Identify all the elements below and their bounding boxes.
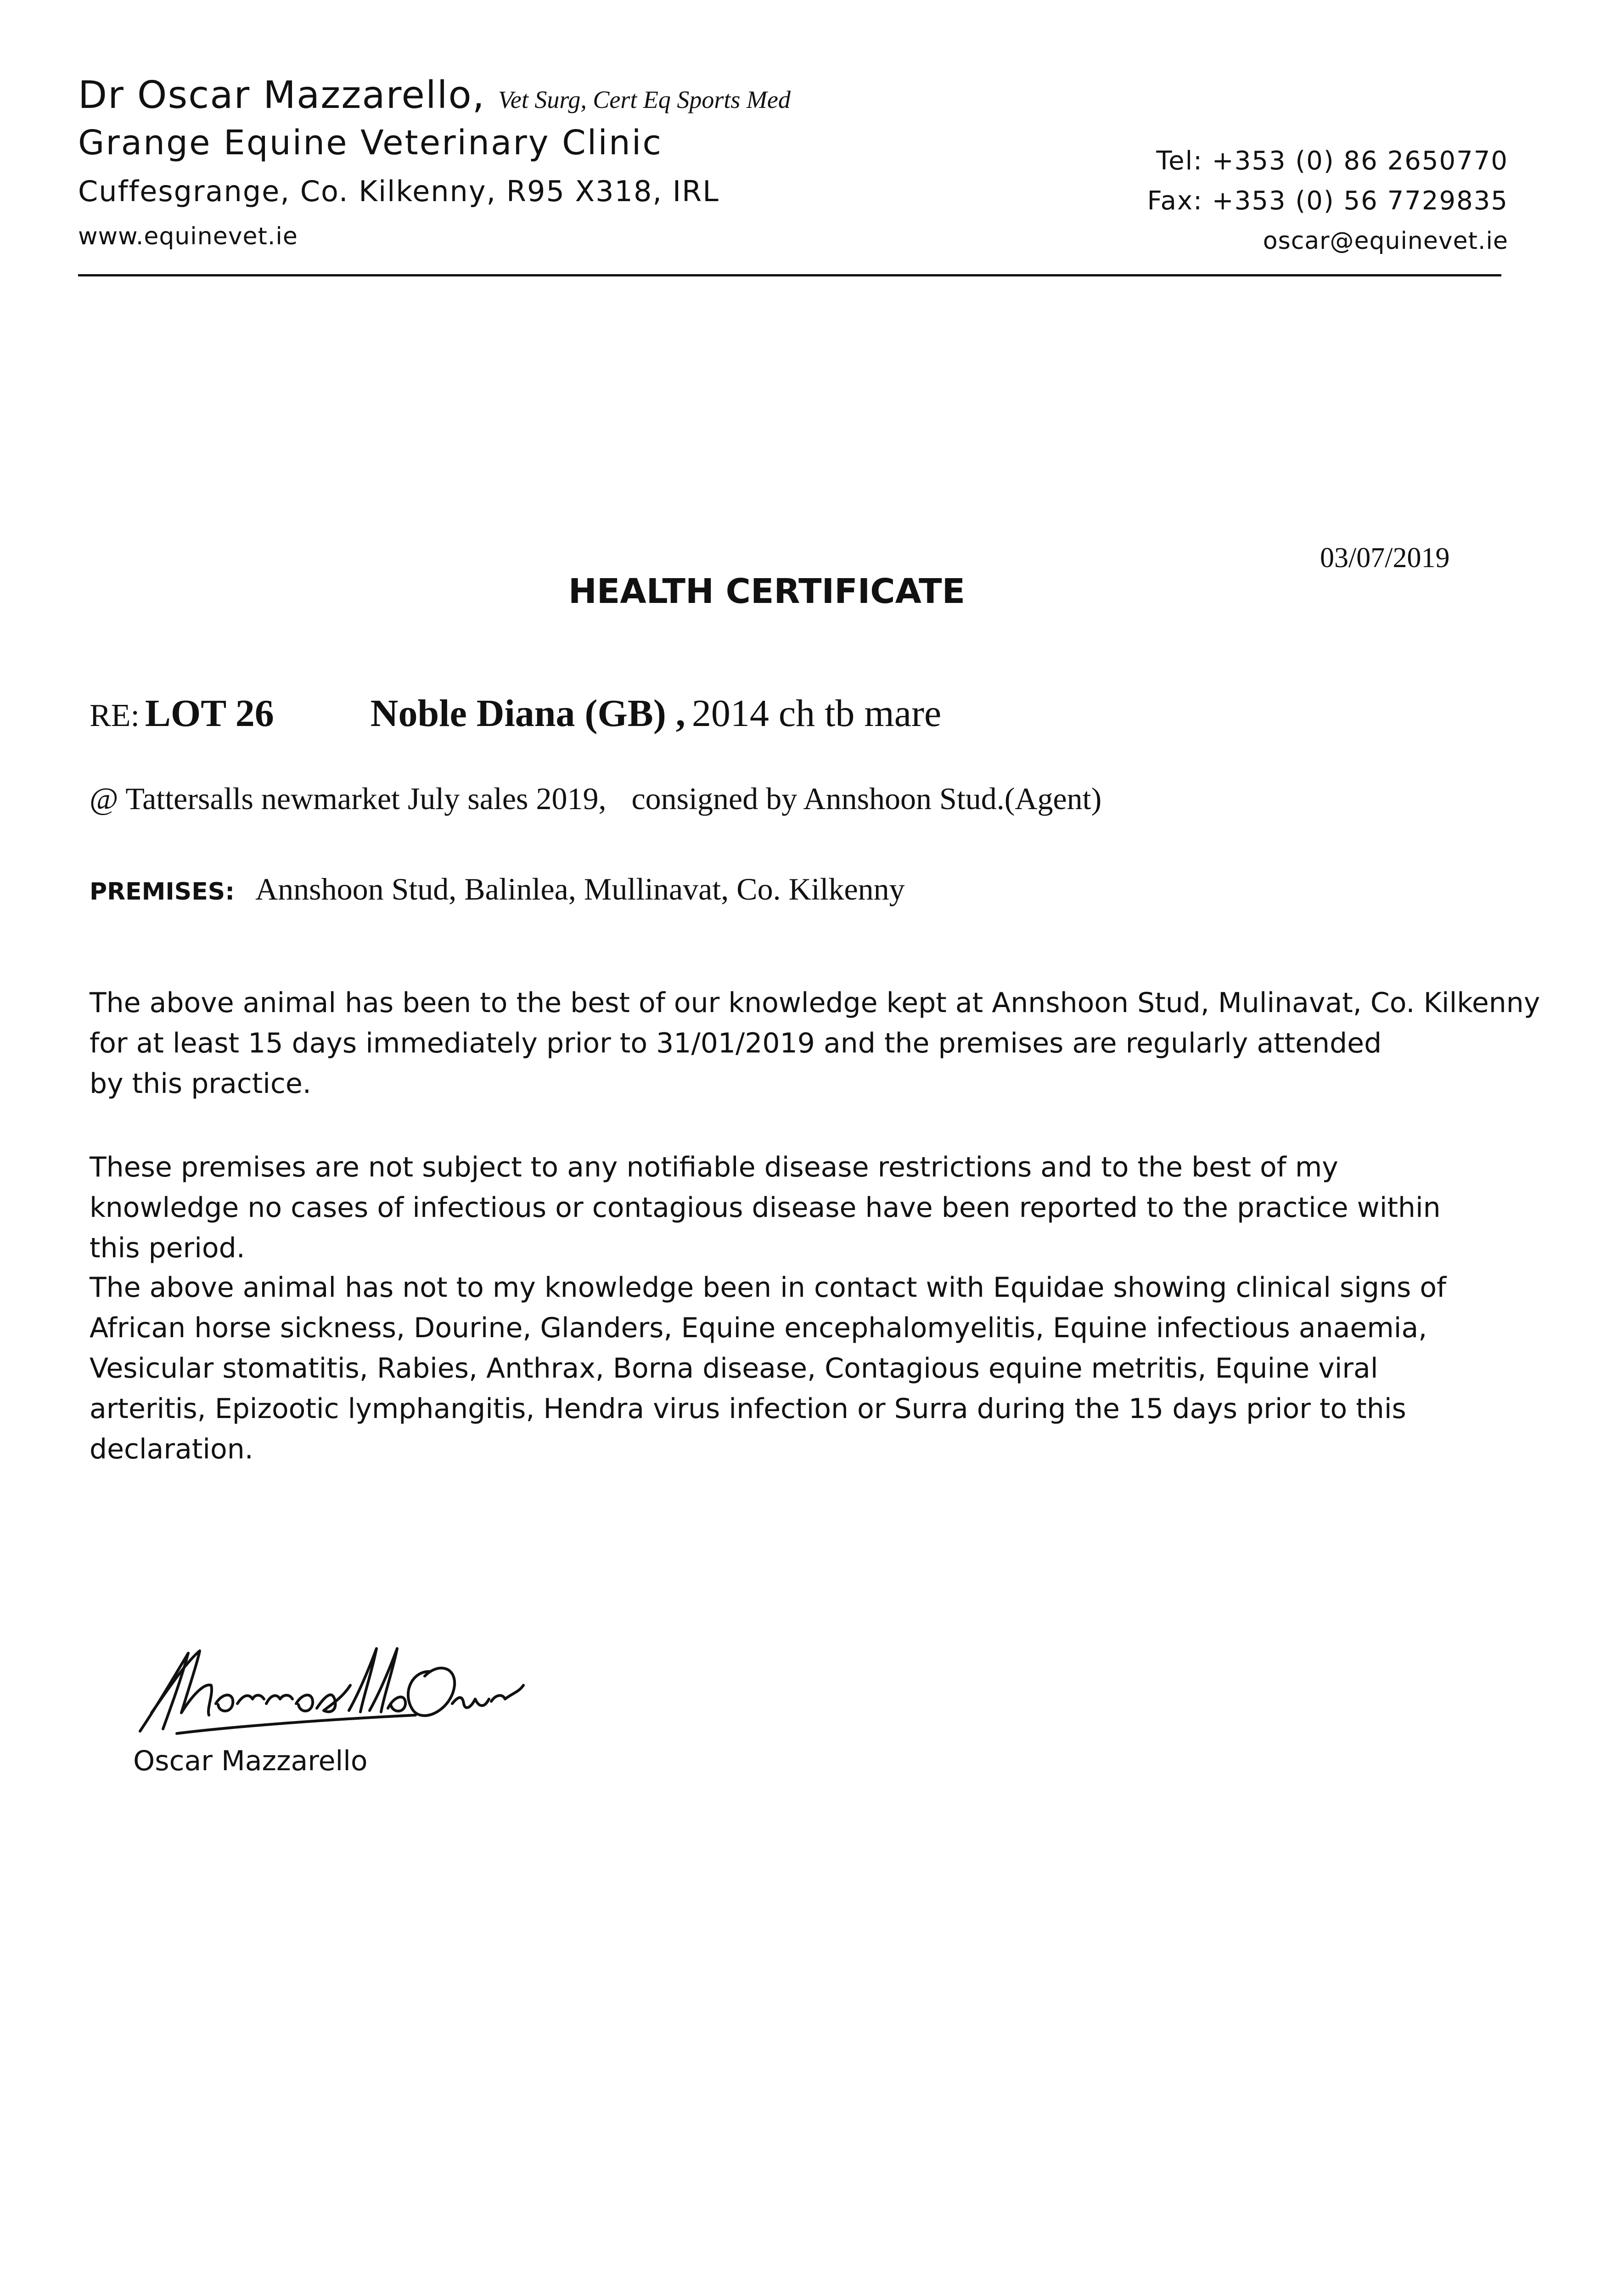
paragraph-line: this period.	[90, 1232, 245, 1264]
lot-number: LOT 26	[145, 692, 274, 735]
clinic-website[interactable]: www.equinevet.ie	[78, 223, 298, 250]
paragraph-line: These premises are not subject to any notifiable disease restrictions and to the best of my	[90, 1151, 1338, 1183]
paragraph-line: declaration.	[90, 1433, 253, 1465]
handwritten-signature	[131, 1635, 526, 1745]
clinic-fax: Fax: +353 (0) 56 7729835	[1147, 186, 1508, 216]
re-label: RE:	[90, 698, 140, 733]
letterhead-name	[78, 73, 791, 117]
letterhead-divider	[78, 274, 1501, 276]
sale-name: @ Tattersalls newmarket July sales 2019,	[90, 781, 607, 816]
reference-line	[90, 691, 941, 736]
vet-qualifications: Vet Surg, Cert Eq Sports Med	[498, 86, 791, 113]
paragraph-line: The above animal has not to my knowledge been in contact with Equidae showing clinical signs of	[90, 1272, 1447, 1304]
certificate-title: HEALTH CERTIFICATE	[568, 572, 966, 611]
vet-name: Dr Oscar Mazzarello,	[78, 73, 485, 117]
consignor: consigned by Annshoon Stud.(Agent)	[631, 781, 1102, 816]
horse-description: 2014 ch tb mare	[691, 692, 942, 735]
paragraph-line: The above animal has been to the best of our knowledge kept at Annshoon Stud, Mulinavat, Co. Kilkenny	[90, 987, 1540, 1019]
premises-line	[90, 871, 905, 907]
clinic-telephone: Tel: +353 (0) 86 2650770	[1156, 146, 1508, 176]
certificate-date: 03/07/2019	[1320, 542, 1450, 574]
sale-line	[90, 781, 1101, 817]
signer-name: Oscar Mazzarello	[133, 1745, 368, 1777]
horse-name: Noble Diana (GB) ,	[370, 692, 685, 735]
paragraph-contact-declaration	[90, 1267, 1446, 1469]
clinic-email[interactable]: oscar@equinevet.ie	[1263, 227, 1508, 255]
paragraph-line: knowledge no cases of infectious or contagious disease have been reported to the practice within	[90, 1192, 1441, 1224]
clinic-name: Grange Equine Veterinary Clinic	[78, 123, 663, 163]
premises-label: PREMISES:	[90, 878, 235, 906]
clinic-address: Cuffesgrange, Co. Kilkenny, R95 X318, IRL	[78, 174, 719, 208]
paragraph-line: for at least 15 days immediately prior to 31/01/2019 and the premises are regularly attended	[90, 1027, 1382, 1059]
paragraph-line: arteritis, Epizootic lymphangitis, Hendra virus infection or Surra during the 15 days prior to this	[90, 1393, 1406, 1425]
paragraph-line: by this practice.	[90, 1068, 311, 1100]
premises-value: Annshoon Stud, Balinlea, Mullinavat, Co. Kilkenny	[255, 872, 905, 906]
paragraph-disease-restrictions	[90, 1147, 1441, 1268]
paragraph-line: Vesicular stomatitis, Rabies, Anthrax, Borna disease, Contagious equine metritis, Equine viral	[90, 1352, 1378, 1384]
paragraph-line: African horse sickness, Dourine, Glanders, Equine encephalomyelitis, Equine infectious anaemia,	[90, 1312, 1427, 1344]
paragraph-residency	[90, 983, 1540, 1104]
